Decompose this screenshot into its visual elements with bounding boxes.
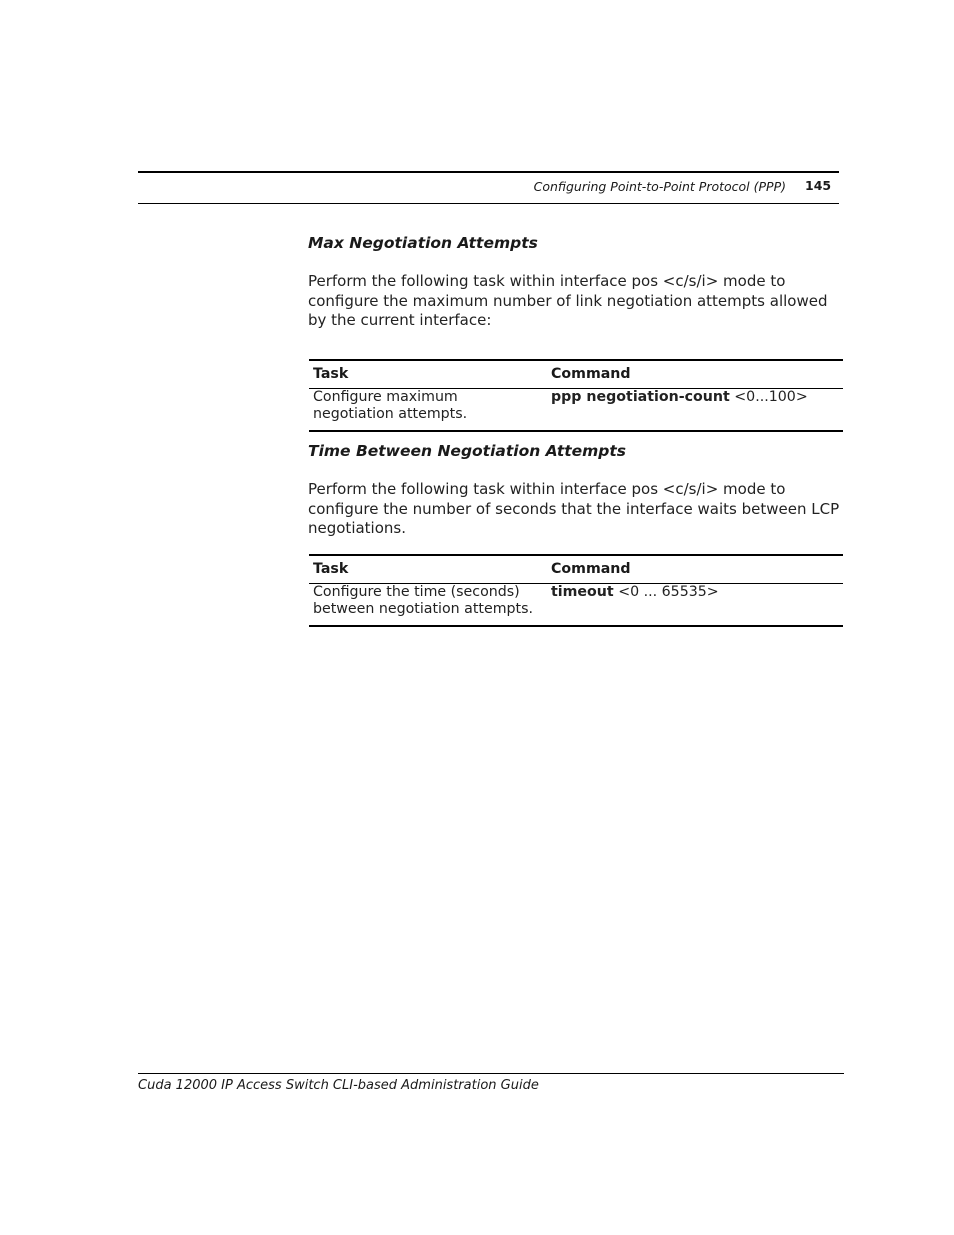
command-args: <0 ... 65535> — [613, 584, 719, 600]
table-row — [309, 389, 843, 432]
header-rule-bottom — [138, 203, 839, 204]
task-table-max-negotiation — [309, 359, 843, 432]
table-cell-command — [547, 389, 843, 432]
section-paragraph-time-between: Perform the following task within interface pos <c/s/i> mode to configure the number of seconds that the interface waits between LCP negotiations. — [308, 480, 840, 537]
table-header-row — [309, 360, 843, 389]
table-row — [309, 584, 843, 627]
table-header-row — [309, 555, 843, 584]
table-cell-task: Configure maximum negotiation attempts. — [313, 389, 468, 422]
footer-rule — [138, 1073, 844, 1074]
header-rule-top — [138, 171, 839, 173]
section-heading-max-negotiation: Max Negotiation Attempts — [308, 234, 538, 252]
page-number: 145 — [805, 178, 832, 193]
section-paragraph-max-negotiation: Perform the following task within interface pos <c/s/i> mode to configure the maximum number of link negotiation attempts allowed by the current interface: — [308, 272, 828, 329]
running-title: Configuring Point-to-Point Protocol (PPP) — [533, 179, 786, 194]
command-args: <0...100> — [729, 389, 808, 405]
table-cell-task: Configure the time (seconds) between negotiation attempts. — [313, 584, 533, 617]
command-keyword: ppp negotiation-count — [551, 389, 730, 405]
table-header-task: Task — [309, 555, 547, 584]
table-header-task: Task — [309, 360, 547, 389]
table-cell-command — [547, 584, 843, 627]
footer-text: Cuda 12000 IP Access Switch CLI-based Administration Guide — [138, 1078, 539, 1093]
table-header-command: Command — [547, 360, 843, 389]
section-heading-time-between: Time Between Negotiation Attempts — [308, 442, 627, 460]
task-table-time-between — [309, 554, 843, 627]
table-header-command: Command — [547, 555, 843, 584]
command-keyword: timeout — [551, 584, 614, 600]
